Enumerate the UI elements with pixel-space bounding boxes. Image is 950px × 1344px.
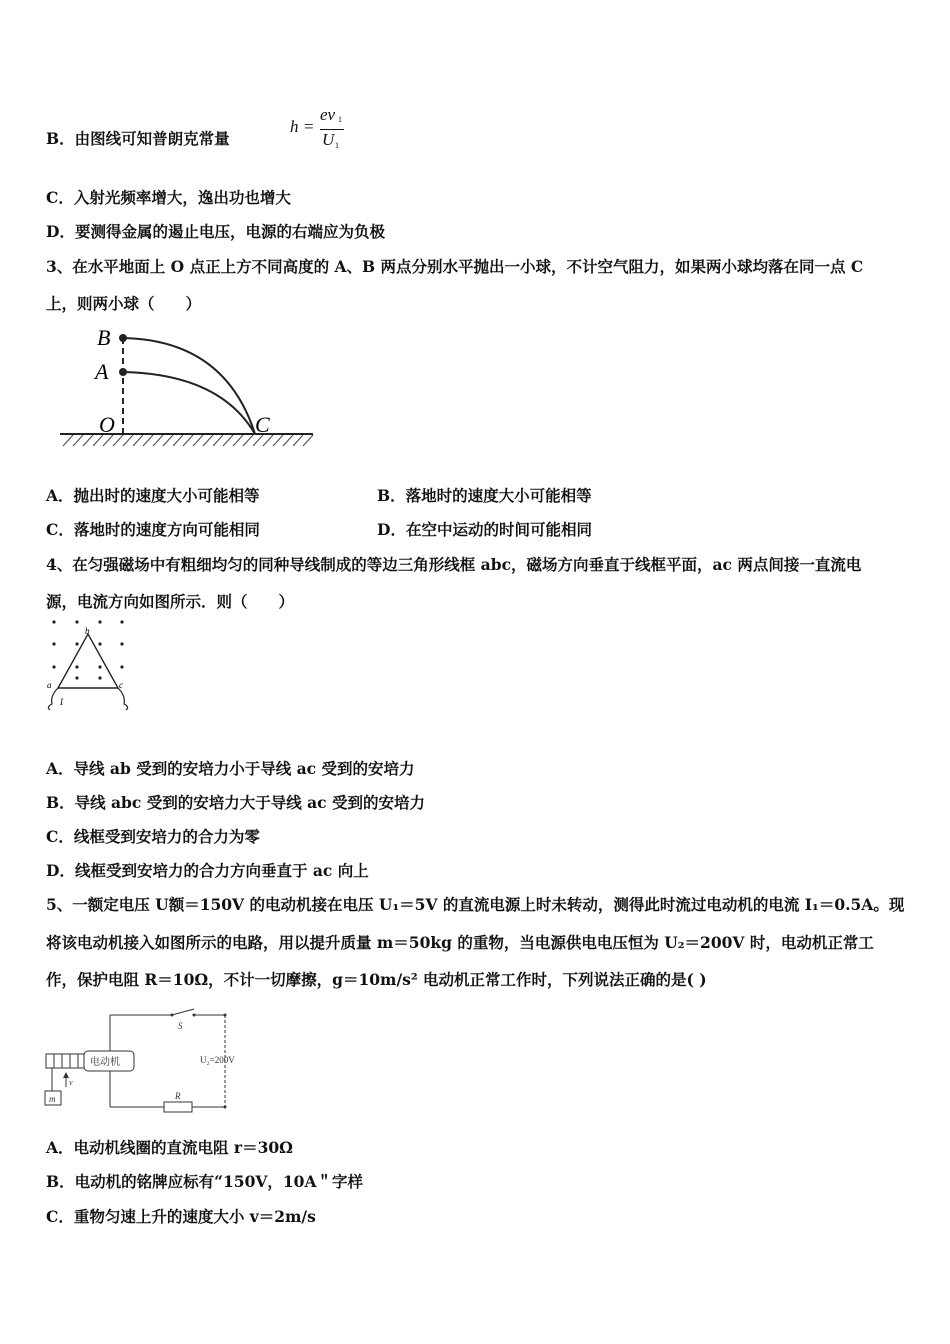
formula-denominator: U <box>322 130 335 149</box>
switch-contact-right <box>193 1014 196 1017</box>
formula-numerator: ev <box>320 105 336 124</box>
formula-eq: = <box>304 117 314 136</box>
velocity-label: v <box>69 1078 73 1087</box>
q4-option-b: B．导线 abc 受到的安培力大于导线 ac 受到的安培力 <box>46 793 425 812</box>
q5-circuit-figure <box>42 1005 262 1117</box>
q5-stem-line2: 将该电动机接入如图所示的电路，用以提升质量 m＝50kg 的重物，当电源供电电压恒为 U₂＝200V 时，电动机正常工 <box>46 933 874 952</box>
q4-option-c: C．线框受到安培力的合力为零 <box>46 827 260 846</box>
lead-wire-left <box>48 688 58 710</box>
q4-option-d: D．线框受到安培力的合力方向垂直于 ac 向上 <box>46 861 369 880</box>
q2-option-c: C．入射光频率增大，逸出功也增大 <box>46 188 291 207</box>
triangle-frame <box>58 634 118 688</box>
voltage-label: U₂=200V <box>200 1055 235 1065</box>
q5-stem-line3: 作，保护电阻 R＝10Ω，不计一切摩擦，g＝10m/s² 电动机正常工作时，下列说法正确的是( ) <box>46 970 707 989</box>
q3-projectile-figure <box>55 322 320 454</box>
q2-option-d: D．要测得金属的遏止电压，电源的右端应为负极 <box>46 222 385 241</box>
q5-stem-line1: 5、一额定电压 U额＝150V 的电动机接在电压 U₁＝5V 的直流电源上时未转动，测得此时流过电动机的电流 I₁＝0.5A。现 <box>46 895 905 914</box>
label-c: c <box>119 680 123 690</box>
formula-denominator-sub: 1 <box>335 141 339 150</box>
q3-option-d: D．在空中运动的时间可能相同 <box>377 520 592 539</box>
q5-option-a: A．电动机线圈的直流电阻 r＝30Ω <box>46 1138 293 1157</box>
q4-stem-line2: 源，电流方向如图所示．则（ ） <box>46 592 295 611</box>
label-current-i: I <box>60 697 63 707</box>
q4-triangle-figure <box>42 614 137 714</box>
switch-contact-left <box>171 1014 174 1017</box>
switch-blade <box>172 1009 194 1015</box>
trajectory-a <box>123 372 255 434</box>
resistor-r <box>164 1102 192 1112</box>
lead-wire-right <box>118 688 128 710</box>
label-c: C <box>255 412 270 437</box>
label-a: a <box>47 680 52 690</box>
label-b: b <box>85 626 90 636</box>
terminal-top <box>224 1014 227 1017</box>
q4-option-a: A．导线 ab 受到的安培力小于导线 ac 受到的安培力 <box>46 759 415 778</box>
motor-label: 电动机 <box>90 1057 120 1068</box>
q5-option-b: B．电动机的铭牌应标有“150V，10A＂字样 <box>46 1172 363 1191</box>
q3-option-b: B．落地时的速度大小可能相等 <box>377 486 592 505</box>
label-b: B <box>97 325 111 350</box>
label-a: A <box>95 359 109 384</box>
q3-stem-line1: 3、在水平地面上 O 点正上方不同高度的 A、B 两点分别水平抛出一小球，不计空气阻力，如果两小球均落在同一点 C <box>46 257 864 276</box>
q2-option-b-text: B．由图线可知普朗克常量 <box>46 129 230 148</box>
terminal-bottom <box>224 1106 227 1109</box>
q3-option-c: C．落地时的速度方向可能相同 <box>46 520 260 539</box>
formula-h: h <box>290 117 299 136</box>
q4-stem-line1: 4、在匀强磁场中有粗细均匀的同种导线制成的等边三角形线框 abc，磁场方向垂直于线框平面，ac 两点间接一直流电 <box>46 555 862 574</box>
mass-label: m <box>49 1094 56 1104</box>
q5-option-c: C．重物匀速上升的速度大小 v＝2m/s <box>46 1207 316 1226</box>
label-o: O <box>99 412 115 437</box>
trajectory-b <box>123 338 255 434</box>
switch-label: S <box>178 1021 183 1031</box>
point-a-dot <box>119 368 127 376</box>
q3-option-a: A．抛出时的速度大小可能相等 <box>46 486 260 505</box>
q3-stem-line2: 上，则两小球（ ） <box>46 294 202 313</box>
q2-option-b <box>46 105 342 150</box>
resistor-label: R <box>175 1091 181 1101</box>
point-b-dot <box>119 334 127 342</box>
formula-numerator-sub: 1 <box>338 115 342 124</box>
